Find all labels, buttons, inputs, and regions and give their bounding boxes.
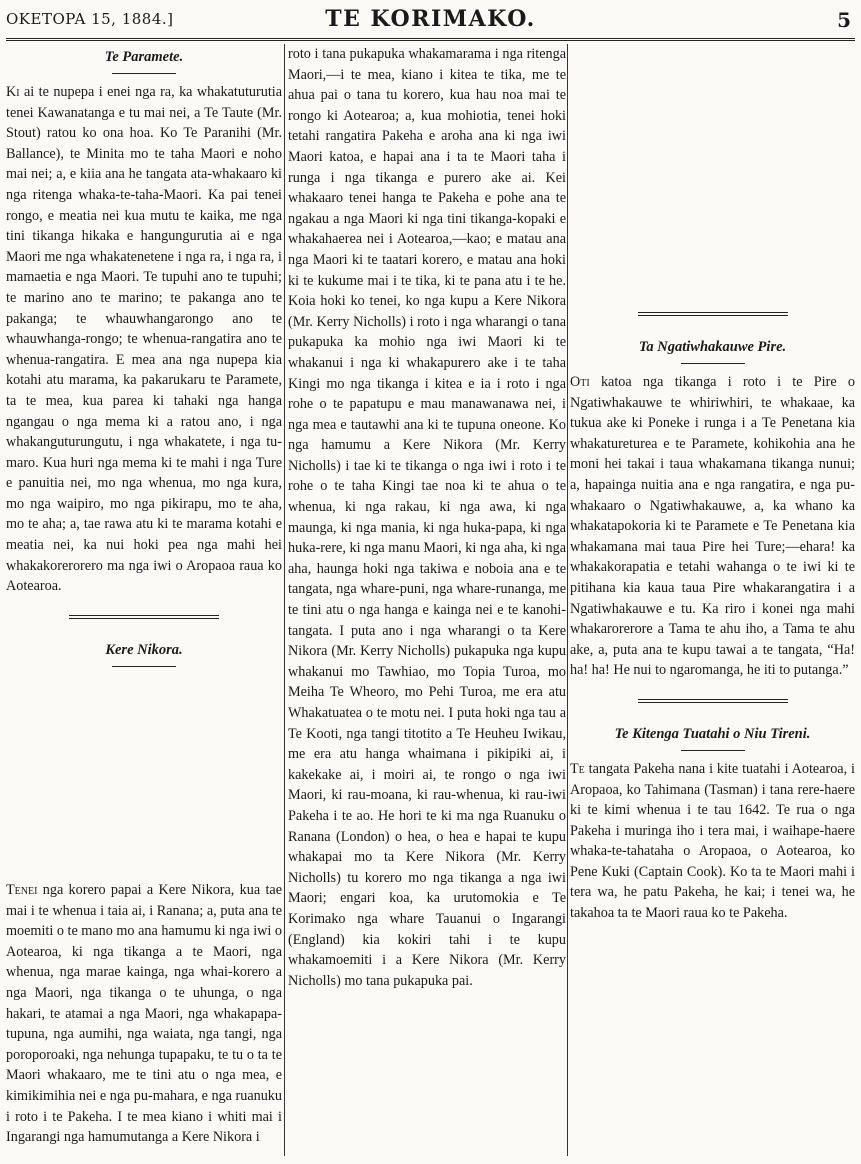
issue-date: OKETOPA 15, 1884.] [6,10,174,28]
article-heading: Kere Nikora. [105,641,183,658]
lead-word: Tenei [6,882,43,898]
article-heading: Te Paramete. [104,49,184,65]
article-separator [638,312,788,318]
article-heading: Ta Ngatiwhakauwe Pire. [638,339,787,355]
article-heading: Te Kitenga Tuatahi o Niu Tireni. [614,725,811,742]
article-body [6,880,282,1148]
lead-word: Te [570,760,585,777]
heading-rule [112,666,176,667]
column-divider [567,44,568,1156]
article-text: tangata Pakeha nana i kite tuatahi i Aotearoa, i Aropaoa, ko Tahimana (Tasman) i tana rere-haere ki te kimi whenua i te tau 1642. Te rua o nga Pakeha i muringa iho i tera mai, i waihape-haere whaka-te-tahataha o Aropaoa, o Aotearoa, ko Pene Kuki (Captain Cook). Ko ta te Maori mahi i tera wa, he patu Pakeha, he kai; i tenei wa, he takahoa ta te Maori raua ko te Pakeha. [570,760,855,922]
article-body [6,82,282,597]
article-body [570,759,855,924]
article-text: ai te nupepa i enei nga ra, ka whakatuturutia tenei Kawanatanga e tu mai nei, a Te Taute (Mr. Stout) ratou ko ona hoa. Ko Te Paranihi (Mr. Ballance), te Minita mo te taha Maori e noho mai nei; a, e kiia ana he tangata ata-whakaaro ki nga ritenga whaka-te-taha-Maori. Ka pai tenei rongo, e meatia nei kua mutu te kaika, me nga tini tikanga hikaka e hangungurutia ai e nga Maori me nga whakatenetene i nga ra, i nga ra, i mamaetia e nga Maori. Te tupuhi ano te tupuhi; te marino ano te marino; te pakanga ano te pakanga; te whauwhangarongo ano te whauwhanga-rongo; te whenua-rangatira ano te whenua-rangatira. E mea ana nga nupepa kia kotahi atu marama, ka pakarukaru te Paramete, ta te mea, kua parea ki tahaki nga hanga ngangau o nga mema ki a ratou ano, i nga whakanguturungutu, i nga whakatete, i nga tu-maro. Kua huri nga mema ki te mahi i nga Ture e panuitia nei, mo nga whenua, mo nga kura, mo nga waipiro, mo nga pikirapu, mo te aha, mo te aha; a, tae rawa atu ki te marama kotahi e meatia nei, ka nui hoki pea nga mahi hei whakakorerorero ma nga iwi o Aropaoa raua ko Aotearoa. [6,84,282,595]
lead-word: Oti [570,374,590,390]
heading-rule [681,750,745,751]
column-2 [288,44,566,1156]
article-text: roto i tana pukapuka whakamarama i nga ritenga Maori,—i te mea, kiano i kitea te tika, me te ahua pai o tana tu korero, kua hau noa mai te rongo ki Aotearoa; a, kua mohiotia, tenei hoki tetahi rangatira Pakeha e aroha ana ki nga iwi Maori katoa, e hapai ana i ta te Maori taha i runga i nga tikanga e purero ake ai. Kei whakaaro tenei hanga te Pakeha e pohe ana te ngakau a nga Maori ki nga tini tikanga-kopaki e whakahaerea nei i Aotearoa,—kao; e matau ana nga Maori ki te taatari korero, e matau ana hoki ki te kukume mai i te tika, ki te pana atu i te he. Koia hoki ko tenei, ko nga kupu a Kere Nikora (Mr. Kerry Nicholls) i roto i nga wharangi o tana pukapuka ka mohio nga iwi Maori ki te whakanui i nga ki whakapurero ake i te taha Kingi mo nga tikanga i kitea e ia i roto i nga rohe o te papatupu e mau manawanawa nei, i nga mea e tautawhi ana ki te tupuna oneone. Ko nga hamumu a Kere Nikora (Mr. Kerry Nicholls) i tae ki te tikanga o nga iwi i roto i te rohe o te taha Kingi tae noa ki te ahua o te whenua, ki nga rakau, ki nga awa, ki nga maunga, ki nga mania, ki nga huka-papa, ki nga huka-rere, ki nga manu Maori, ki nga aha, ki nga aha, haunga hoki nga takiwa e noboia ana e te tangata, nga whare-puni, nga whare-runanga, me te tini atu o nga hanga e kainga nei e te kanohi-tangata. I puta ano i nga wharangi o ta Kere Nikora (Mr. Kerry Nicholls) pukapuka nga kupu whakanui mo Tawhiao, mo Topia Turoa, mo Meiha Te Wheoro, mo Pehi Turoa, me era atu Whakatuatea o te motu nei. I puta hoki nga tau a Te Kooti, nga tangi titotito a Te Heuheu Iwikau, me era atu hanga whaimana i pikipiki ai, i kakekake ai, i moiri ai, te rongo o nga iwi Maori, ki rau-moana, ki rau-whenua, ki rau-iwi Pakeha i te ao. He hori te ki ma nga Ruanuku o Ranana (London) o hea, o hea e hapai te kupu whakapai mo ta Kere Nikora (Mr. Kerry Nicholls) tu korero mo nga tikanga a nga iwi Maori; engari koa, ka urutomokia e Te Korimako nga whare Tauanui o Ingarangi (England) kia kokiri tahi i te kupu whakamoemiti i a Kere Nikora (Mr. Kerry Nicholls) mo tana pukapuka pai. [288,46,566,989]
heading-rule [681,363,745,364]
article-body [570,372,855,681]
masthead [6,4,855,38]
article-continuation-col1 [6,880,282,1156]
column-3 [570,44,855,1156]
article-text: katoa nga tikanga i roto i te Pire o Ngatiwhakauwe te whiriwhiri, te whakaae, ka tukua ake ki Poneke i runga i a Te Penetana kia whakatureturea e te Paramete, kohikohia ana he moni hei takai i taua whakamana tikanga nunui; a, hapainga nuitia ana e nga rangatira, e nga pu-whakaaro o Ngatiwhakauwe, a, ka whano ka whakatapokoria ki te Paramete e Te Penetana kia whakamana mai taua Pire hei Ture;—ehara! ka whakakorapatia e tetahi wahanga o te iwi ki te pitihana kia kaua taua Pire whakarangatira i a Ngatiwhakauwe e tu. Ka riro i konei nga mahi whakarorerore a Tama te ahu iho, a Tama te ahu ake, a, puta ana te kupu tawai a te tangata, “Ha! ha! ha! He nui to ngaromanga, he iti to putanga.” [570,374,855,679]
heading-rule [112,73,176,74]
lead-word: Ki [6,84,20,100]
article-continuation-col3 [570,44,855,294]
article-separator [638,699,788,705]
article-body [288,44,566,991]
masthead-rule [6,38,855,41]
column-divider [284,44,285,1156]
newspaper-title: TE KORIMAKO. [325,6,536,32]
article-separator [69,615,219,621]
article-text: nga korero papai a Kere Nikora, kua tae mai i te whenua i taia ai, i Ranana; a, puta ana te moemiti o te mano mo ana hamumu ki nga iwi o Aotearoa, ki nga tikanga a te Maori, nga whenua, nga marae kainga, nga whai-korero a nga Maori, nga tikanga o te uhunga, o nga hakari, te atamai a nga Maori, nga whakapapa-tupuna, nga aumihi, nga waiata, nga tangi, nga poroporoaki, nga nehunga tupapaku, te tu o ta te Maori whakaaro, me te tini atu o nga mea, e kimikimihia nei e nga pu-mahara, e nga ruanuku i roto i te Pakeha. I te mea kiano i whiti mai i Ingarangi nga hamumutanga a Kere Nikora i [6,882,282,1146]
page-number: 5 [837,8,851,32]
